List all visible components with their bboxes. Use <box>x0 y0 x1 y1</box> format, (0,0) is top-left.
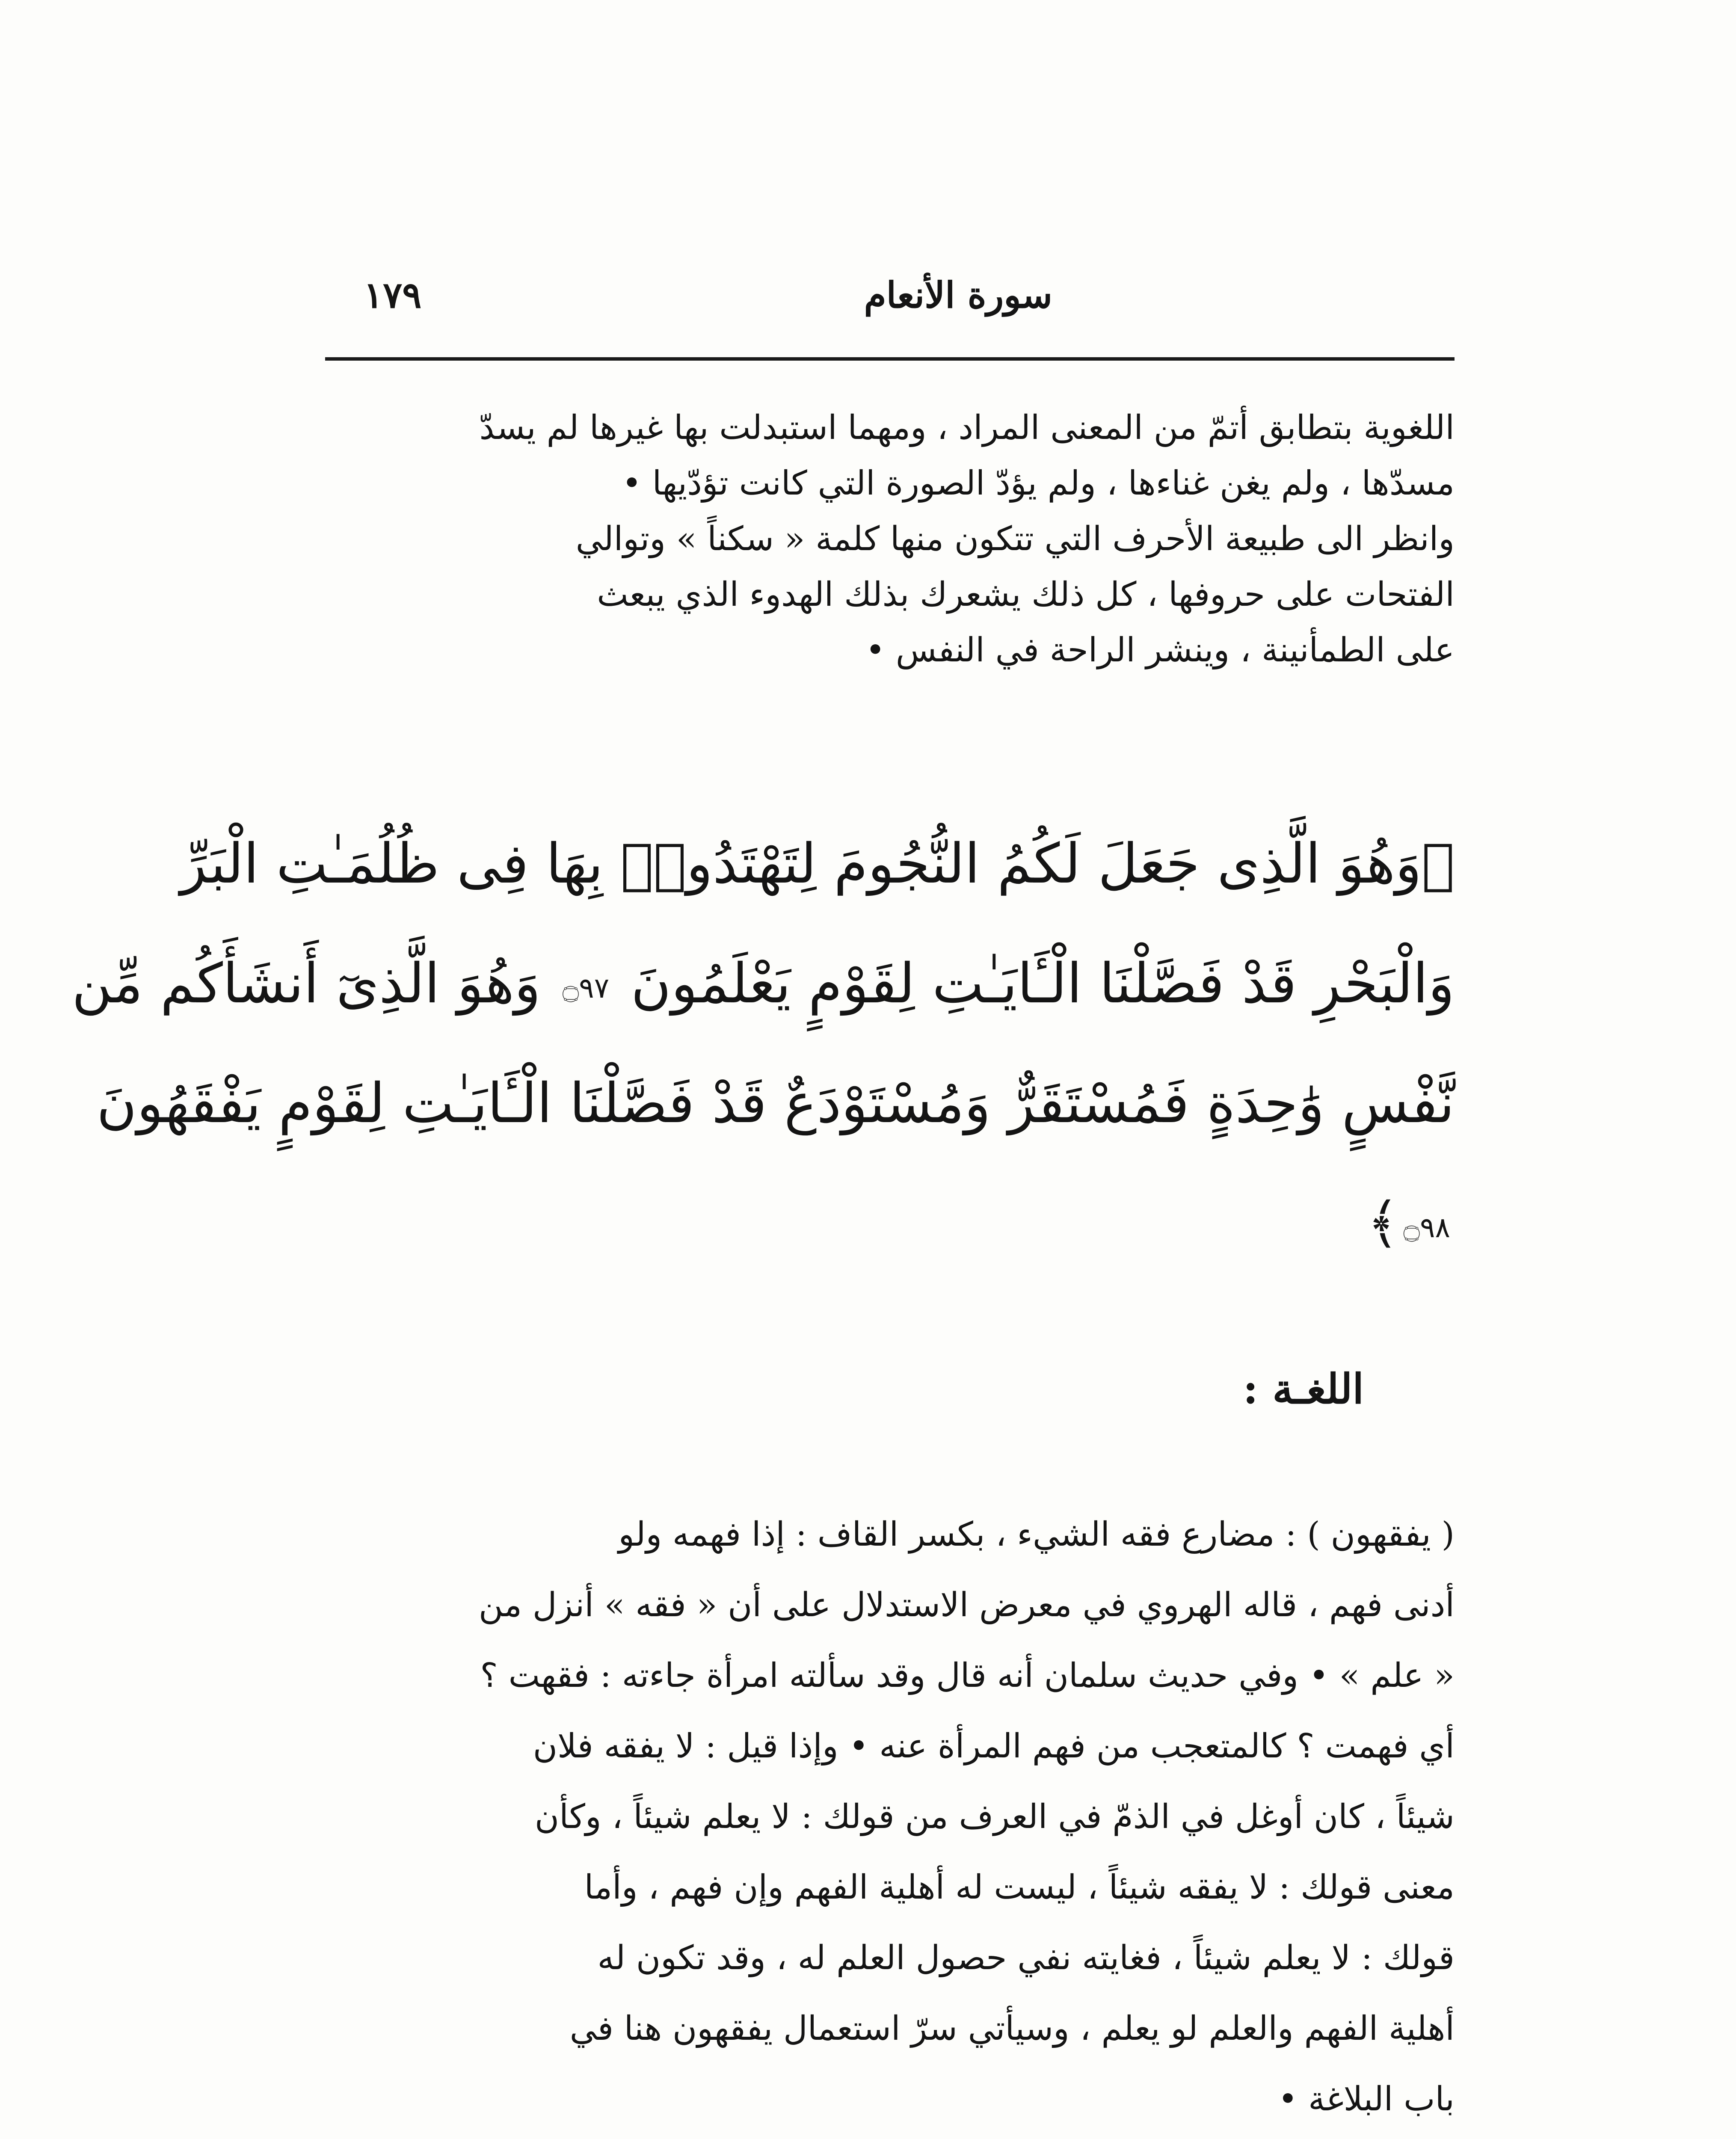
verse-close-bracket: ﴾ <box>1367 1191 1399 1255</box>
quran-verse-block <box>71 804 1455 1283</box>
running-header <box>317 274 1455 342</box>
lexicon-line: أهلية الفهم والعلم لو يعلم ، وسيأتي سرّ استعمال يفقهون هنا في <box>569 2009 1455 2048</box>
ayah-number-98: ۝٩٨ <box>1403 1211 1450 1244</box>
lexicon-line: شيئاً ، كان أوغل في الذمّ في العرف من قولك : لا يعلم شيئاً ، وكأن <box>534 1798 1455 1836</box>
verse-line <box>180 804 1455 924</box>
intro-line: اللغوية بتطابق أتمّ من المعنى المراد ، ومهما استبدلت بها غيرها لم يسدّ <box>479 409 1455 447</box>
lexicon-line: قولك : لا يعلم شيئاً ، فغايته نفي حصول العلم له ، وقد تكون له <box>597 1939 1455 1977</box>
verse-text: وَالْبَحْرِ قَدْ فَصَّلْنَا الْـَٔايَـٰتِ لِقَوْمٍ يَعْلَمُونَ <box>631 952 1455 1016</box>
verse-line: نَّفْسٍ وَٰحِدَةٍ فَمُسْتَقَرٌّ وَمُسْتَوْدَعٌ قَدْ فَصَّلْنَا الْـَٔايَـٰتِ لِقَوْمٍ يَفْقَهُونَ <box>96 1072 1455 1135</box>
surah-title: سورة الأنعام <box>864 274 1052 316</box>
ayah-number-97: ۝٩٧ <box>562 972 610 1004</box>
verse-line <box>71 924 1455 1044</box>
lexicon-line: أي فهمت ؟ كالمتعجب من فهم المرأة عنه • وإذا قيل : لا يفقه فلان <box>533 1727 1455 1766</box>
intro-paragraph <box>299 400 1455 678</box>
page-number: ١٧٩ <box>364 274 422 316</box>
intro-line: الفتحات على حروفها ، كل ذلك يشعرك بذلك الهدوء الذي يبعث <box>597 575 1455 614</box>
verse-text: وَهُوَ الَّذِى جَعَلَ لَكُمُ النُّجُومَ لِتَهْتَدُوا۟ بِهَا فِى ظُلُمَـٰتِ الْبَرِّ <box>180 832 1422 896</box>
lexicon-line: معنى قولك : لا يفقه شيئاً ، ليست له أهلية الفهم وإن فهم ، وأما <box>584 1868 1455 1907</box>
verse-line <box>299 1164 1455 1283</box>
intro-line: مسدّها ، ولم يغن غناءها ، ولم يؤدّ الصورة التي كانت تؤدّيها • <box>622 464 1455 503</box>
section-heading-language: اللغـة : <box>1243 1365 1364 1413</box>
verse-text: وَهُوَ الَّذِىٓ أَنشَأَكُم مِّن <box>71 952 541 1016</box>
lexicon-line: باب البلاغة • <box>1278 2080 1455 2118</box>
verse-open-bracket: ﴿ <box>1422 832 1455 896</box>
header-rule <box>325 357 1455 361</box>
intro-line: على الطمأنينة ، وينشر الراحة في النفس • <box>865 631 1455 670</box>
lexicon-line: « علم » • وفي حديث سلمان أنه قال وقد سألته امرأة جاءته : فقهت ؟ <box>480 1656 1455 1695</box>
lexicon-line: ( يفقهون ) : مضارع فقه الشيء ، بكسر القاف : إذا فهمه ولو <box>618 1515 1455 1554</box>
lexicon-paragraph <box>299 1499 1455 2135</box>
intro-line: وانظر الى طبيعة الأحرف التي تتكون منها كلمة « سكناً » وتوالي <box>575 520 1455 558</box>
lexicon-line: أدنى فهم ، قاله الهروي في معرض الاستدلال على أن « فقه » أنزل من <box>478 1586 1455 1624</box>
